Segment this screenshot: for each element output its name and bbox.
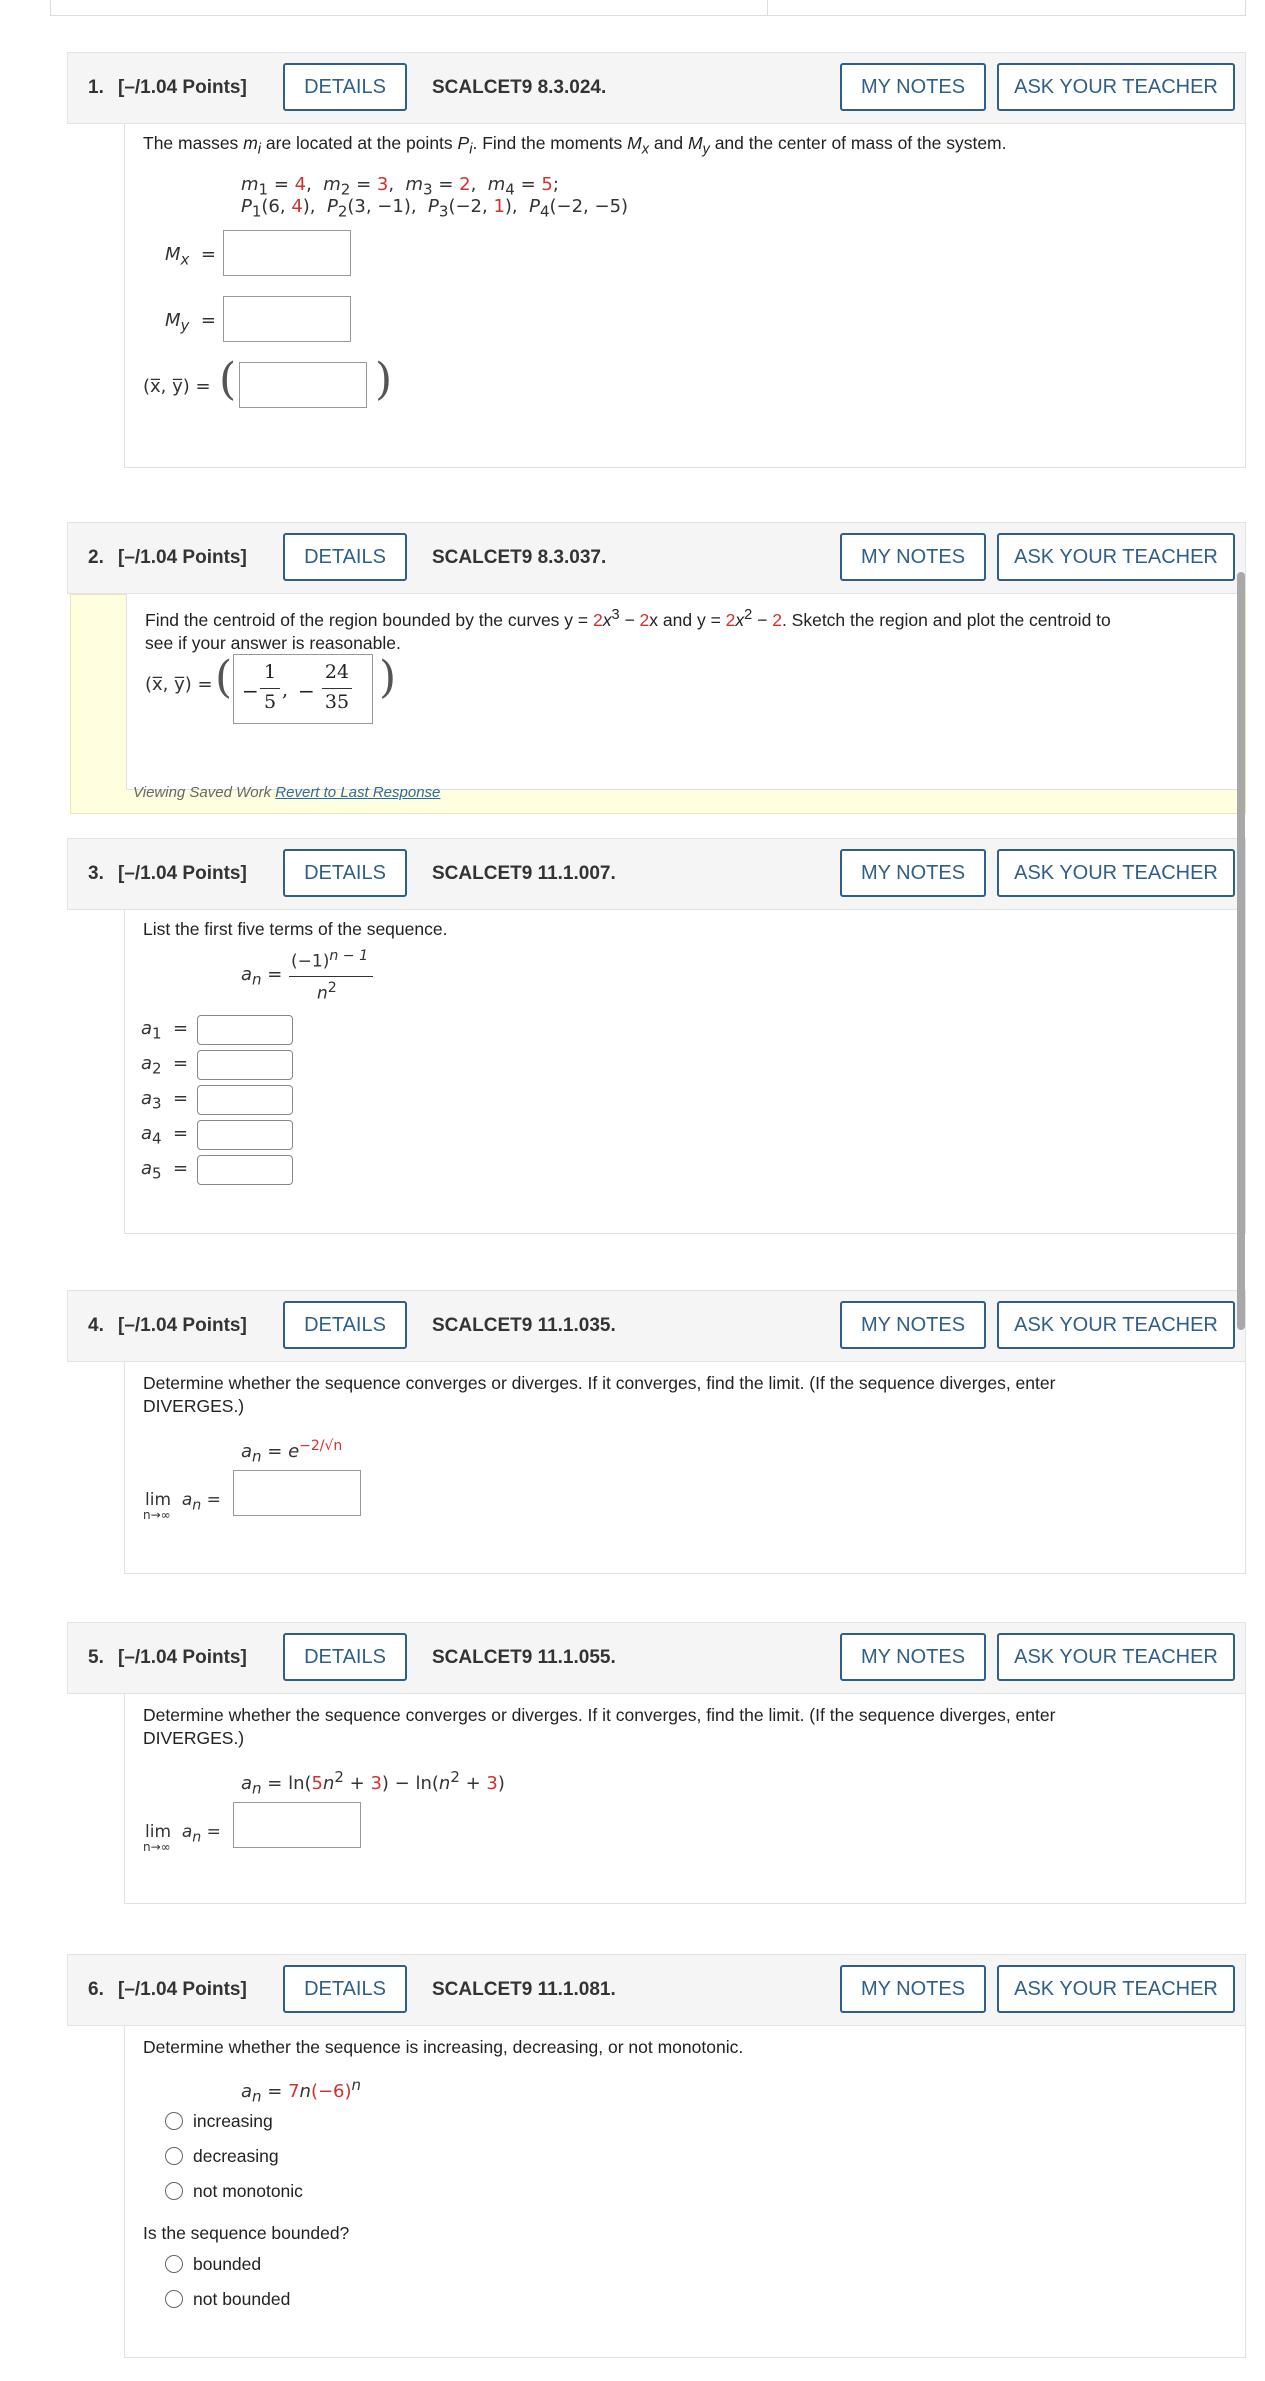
question-body (124, 1694, 1246, 1904)
a1-input[interactable] (197, 1015, 293, 1045)
points: [–/1.04 Points] (118, 1647, 247, 1668)
problem-code: SCALCET9 8.3.037. (432, 547, 607, 568)
right-paren: ) (379, 652, 397, 703)
ask-teacher-button[interactable]: ASK YOUR TEACHER (997, 1965, 1235, 2013)
my-notes-button[interactable]: MY NOTES (840, 1965, 986, 2013)
question-body (124, 124, 1246, 468)
ask-teacher-button[interactable]: ASK YOUR TEACHER (997, 1301, 1235, 1349)
saved-work-notice: Viewing Saved Work Revert to Last Response (133, 784, 441, 801)
ask-teacher-button[interactable]: ASK YOUR TEACHER (997, 849, 1235, 897)
radio-not-bounded[interactable] (165, 2290, 183, 2308)
question-prompt: The masses $m_i$ are located at the points $P_i$. Find the moments $M_x$ and $M_y$ and the center of mass of the system. (143, 133, 1007, 158)
question-header (67, 522, 1246, 594)
sequence-formula: $a_n = \ln(5n^2 + 3) - \ln(n^2 + 3)$ (241, 1768, 505, 1798)
problem-code: SCALCET9 11.1.035. (432, 1315, 616, 1336)
radio-not-monotonic[interactable] (165, 2182, 183, 2200)
details-button[interactable]: DETAILS (283, 533, 407, 581)
bounded-prompt: Is the sequence bounded? (143, 2223, 350, 2243)
problem-code: SCALCET9 11.1.055. (432, 1647, 616, 1668)
limit-subscript: n→∞ (143, 1840, 171, 1854)
radio-label-not-bounded: not bounded (193, 2289, 291, 2309)
details-button[interactable]: DETAILS (283, 63, 407, 111)
question-body (124, 910, 1246, 1234)
points: [–/1.04 Points] (118, 1979, 247, 2000)
masses-line: $m_1 = 4$, $m_2 = 3$, $m_3 = 2$, $m_4 = 5$; (241, 174, 559, 199)
radio-label-bounded: bounded (193, 2254, 262, 2274)
radio-bounded[interactable] (165, 2255, 183, 2273)
question-body (126, 594, 1244, 790)
question-number: 2. (88, 547, 104, 568)
question-prompt: Determine whether the sequence is increasing, decreasing, or not monotonic. (143, 2037, 744, 2057)
my-label: $M_y$ = (165, 310, 216, 335)
points-line: $P_1(6$, 4), $P_2(3$, −1), $P_3(-2$, 1), $P_4(-2$, −5) (241, 196, 629, 221)
a4-input[interactable] (197, 1120, 293, 1150)
details-button[interactable]: DETAILS (283, 1965, 407, 2013)
points: [–/1.04 Points] (118, 77, 247, 98)
question-number: 1. (88, 77, 104, 98)
question-body (124, 2026, 1246, 2358)
question-header (67, 1954, 1246, 2026)
revert-link[interactable]: Revert to Last Response (275, 784, 441, 801)
radio-label-increasing: increasing (193, 2111, 273, 2131)
a5-input[interactable] (197, 1155, 293, 1185)
a4-label: $a_4$ = (141, 1123, 189, 1148)
question-prompt: Find the centroid of the region bounded by the curves $y = 2x^3 - 2x$ and $y = 2x^2 - 2$. Sketch the region and plot the centroid to see if your answer is reasonable. (145, 607, 1111, 653)
ask-teacher-button[interactable]: ASK YOUR TEACHER (997, 63, 1235, 111)
limit-answer-input[interactable] (233, 1470, 361, 1516)
ask-teacher-button[interactable]: ASK YOUR TEACHER (997, 1633, 1235, 1681)
sequence-formula: $a_n = 7n(-6)^n$ (241, 2076, 362, 2106)
a3-label: $a_3$ = (141, 1088, 189, 1113)
problem-code: SCALCET9 8.3.024. (432, 77, 607, 98)
limit-subscript: n→∞ (143, 1508, 171, 1522)
my-notes-button[interactable]: MY NOTES (840, 1633, 986, 1681)
problem-code: SCALCET9 11.1.007. (432, 863, 616, 884)
points: [–/1.04 Points] (118, 547, 247, 568)
question-number: 6. (88, 1979, 104, 2000)
limit-label: $\lim a_n$ = (145, 1822, 221, 1846)
question-header (67, 52, 1246, 124)
a5-label: $a_5$ = (141, 1158, 189, 1183)
center-of-mass-input[interactable] (239, 362, 367, 408)
points: [–/1.04 Points] (118, 1315, 247, 1336)
center-of-mass-label: (x̅, y̅) = (143, 376, 211, 397)
limit-label: $\lim a_n$ = (145, 1490, 221, 1514)
question-number: 4. (88, 1315, 104, 1336)
ask-teacher-button[interactable]: ASK YOUR TEACHER (997, 533, 1235, 581)
my-answer-input[interactable] (223, 296, 351, 342)
question-number: 5. (88, 1647, 104, 1668)
my-notes-button[interactable]: MY NOTES (840, 533, 986, 581)
question-number: 3. (88, 863, 104, 884)
right-paren: ) (375, 354, 393, 405)
a2-input[interactable] (197, 1050, 293, 1080)
question-header (67, 1290, 1246, 1362)
radio-label-not-monotonic: not monotonic (193, 2181, 303, 2201)
left-paren: ( (219, 354, 237, 405)
details-button[interactable]: DETAILS (283, 1633, 407, 1681)
a3-input[interactable] (197, 1085, 293, 1115)
radio-increasing[interactable] (165, 2112, 183, 2130)
problem-code: SCALCET9 11.1.081. (432, 1979, 616, 2000)
question-header (67, 1622, 1246, 1694)
formula-numerator: $(-1)^{n - 1}$ (291, 948, 369, 972)
centroid-answer-input[interactable]: − 1 5 , − 24 35 (233, 654, 373, 724)
question-prompt: Determine whether the sequence converges or diverges. If it converges, find the limit. (If the sequence diverges, enter DIVERGES.) (143, 1705, 1056, 1748)
sequence-formula: $a_n = e^{-2/√n}$ (241, 1438, 343, 1466)
radio-decreasing[interactable] (165, 2147, 183, 2165)
sequence-formula: $a_n$ = (241, 964, 283, 989)
formula-denominator: $n^2$ (317, 980, 337, 1004)
my-notes-button[interactable]: MY NOTES (840, 63, 986, 111)
my-notes-button[interactable]: MY NOTES (840, 849, 986, 897)
question-header (67, 838, 1246, 910)
previous-panel-stub (50, 0, 1246, 16)
scrollbar[interactable] (1237, 572, 1245, 1330)
a1-label: $a_1$ = (141, 1018, 189, 1043)
my-notes-button[interactable]: MY NOTES (840, 1301, 986, 1349)
points: [–/1.04 Points] (118, 863, 247, 884)
left-paren: ( (215, 652, 233, 703)
question-prompt: Determine whether the sequence converges or diverges. If it converges, find the limit. (If the sequence diverges, enter DIVERGES.) (143, 1373, 1056, 1416)
limit-answer-input[interactable] (233, 1802, 361, 1848)
details-button[interactable]: DETAILS (283, 1301, 407, 1349)
question-body (124, 1362, 1246, 1574)
mx-label: $M_x$ = (165, 244, 216, 269)
centroid-label: (x̅, y̅) = (145, 674, 213, 695)
a2-label: $a_2$ = (141, 1053, 189, 1078)
question-prompt: List the first five terms of the sequence. (143, 919, 448, 939)
details-button[interactable]: DETAILS (283, 849, 407, 897)
radio-label-decreasing: decreasing (193, 2146, 279, 2166)
mx-answer-input[interactable] (223, 230, 351, 276)
